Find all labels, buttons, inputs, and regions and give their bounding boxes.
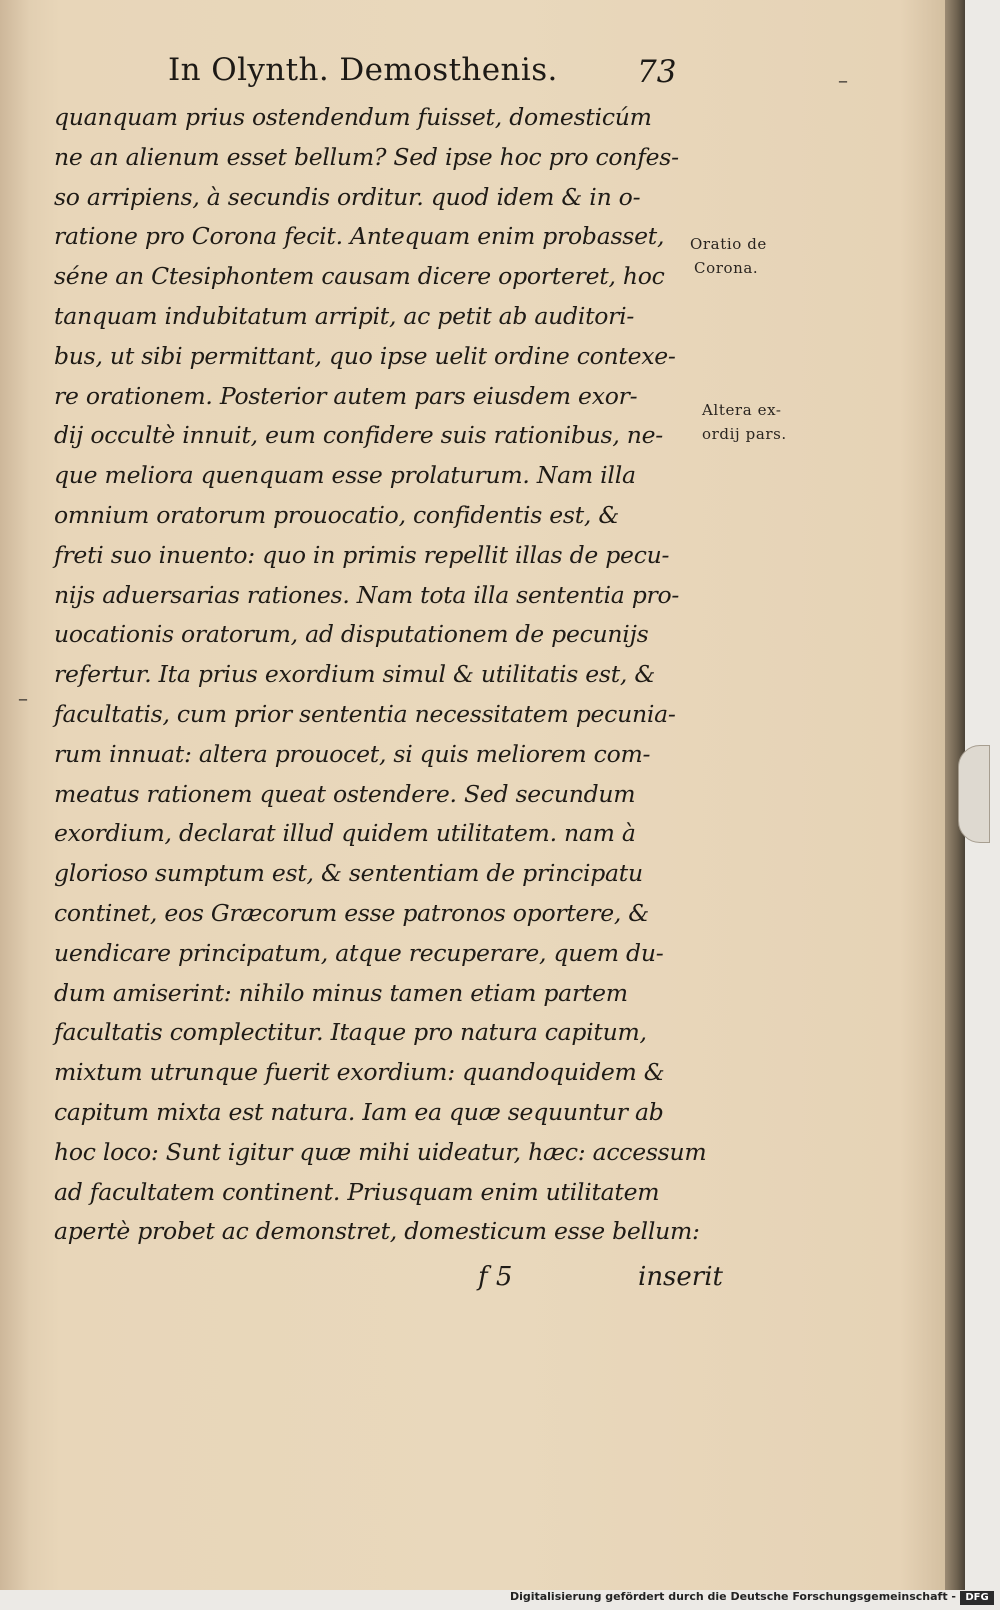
text-line: mixtum utrunque fuerit exordium: quandoquidem & bbox=[54, 1058, 665, 1087]
text-line: glorioso sumptum est, & sententiam de principatu bbox=[54, 859, 643, 888]
text-line: exordium, declarat illud quidem utilitatem. nam à bbox=[54, 819, 636, 848]
text-line: uendicare principatum, atque recuperare, quem du- bbox=[54, 938, 664, 967]
catchword: inserit bbox=[638, 1262, 723, 1292]
running-head: In Olynth. Demosthenis. bbox=[168, 52, 558, 88]
text-line: ad facultatem continent. Priusquam enim utilitatem bbox=[54, 1177, 660, 1206]
signature-mark: f 5 bbox=[478, 1262, 513, 1292]
text-line: so arripiens, à secundis orditur. quod idem & in o- bbox=[54, 182, 641, 211]
text-line: tanquam indubitatum arripit, ac petit ab auditori- bbox=[54, 302, 635, 330]
text-line: omnium oratorum prouocatio, confidentis est, & bbox=[54, 501, 620, 529]
text-line: refertur. Ita prius exordium simul & utilitatis est, & bbox=[54, 660, 656, 689]
text-line: ratione pro Corona fecit. Antequam enim probasset, bbox=[54, 222, 665, 251]
text-line: hoc loco: Sunt igitur quæ mihi uideatur, hæc: accessum bbox=[54, 1137, 707, 1166]
text-line: que meliora quenquam esse prolaturum. Nam illa bbox=[54, 461, 636, 490]
edge-tick: – bbox=[18, 686, 28, 710]
marginal-note-2 bbox=[702, 398, 787, 446]
marginal-note-line: Corona. bbox=[694, 259, 759, 277]
footer-credit: Digitalisierung gefördert durch die Deutsche Forschungsgemeinschaft - bbox=[509, 1590, 956, 1603]
text-line: uocationis oratorum, ad disputationem de pecunijs bbox=[54, 620, 649, 649]
text-line: bus, ut sibi permittant, quo ipse uelit ordine contexe- bbox=[54, 341, 676, 370]
page-number: 73 bbox=[637, 54, 677, 90]
text-line: dum amiserint: nihilo minus tamen etiam partem bbox=[54, 978, 628, 1007]
text-line: quanquam prius ostendendum fuisset, domesticúm bbox=[54, 103, 652, 131]
marginal-note-line: Altera ex- bbox=[702, 401, 782, 419]
text-line: facultatis complectitur. Itaque pro natura capitum, bbox=[54, 1018, 647, 1047]
dfg-logo: DFG bbox=[960, 1591, 994, 1605]
text-line: facultatis, cum prior sententia necessitatem pecunia- bbox=[54, 700, 676, 728]
edge-tick: – bbox=[838, 68, 848, 92]
marginal-note-line: ordij pars. bbox=[702, 425, 787, 443]
text-line: meatus rationem queat ostendere. Sed secundum bbox=[54, 779, 636, 808]
text-line: séne an Ctesiphontem causam dicere oporteret, hoc bbox=[54, 262, 665, 291]
text-line: dij occultè innuit, eum confidere suis rationibus, ne- bbox=[54, 421, 663, 450]
text-line: apertè probet ac demonstret, domesticum esse bellum: bbox=[54, 1217, 700, 1246]
text-line: re orationem. Posterior autem pars eiusdem exor- bbox=[54, 381, 638, 410]
text-line: freti suo inuento: quo in primis repellit illas de pecu- bbox=[54, 540, 670, 569]
page-header bbox=[0, 48, 965, 88]
marginal-note-1 bbox=[690, 232, 767, 280]
marginal-note-line: Oratio de bbox=[690, 235, 767, 253]
text-line: ne an alienum esset bellum? Sed ipse hoc pro confes- bbox=[54, 142, 679, 171]
text-line: continet, eos Græcorum esse patronos oportere, & bbox=[54, 899, 649, 927]
text-line: capitum mixta est natura. Iam ea quæ sequuntur ab bbox=[54, 1098, 664, 1126]
text-line: rum innuat: altera prouocet, si quis meliorem com- bbox=[54, 739, 651, 768]
text-line: nijs aduersarias rationes. Nam tota illa sententia pro- bbox=[54, 580, 680, 609]
book-clasp-tab bbox=[958, 745, 990, 843]
